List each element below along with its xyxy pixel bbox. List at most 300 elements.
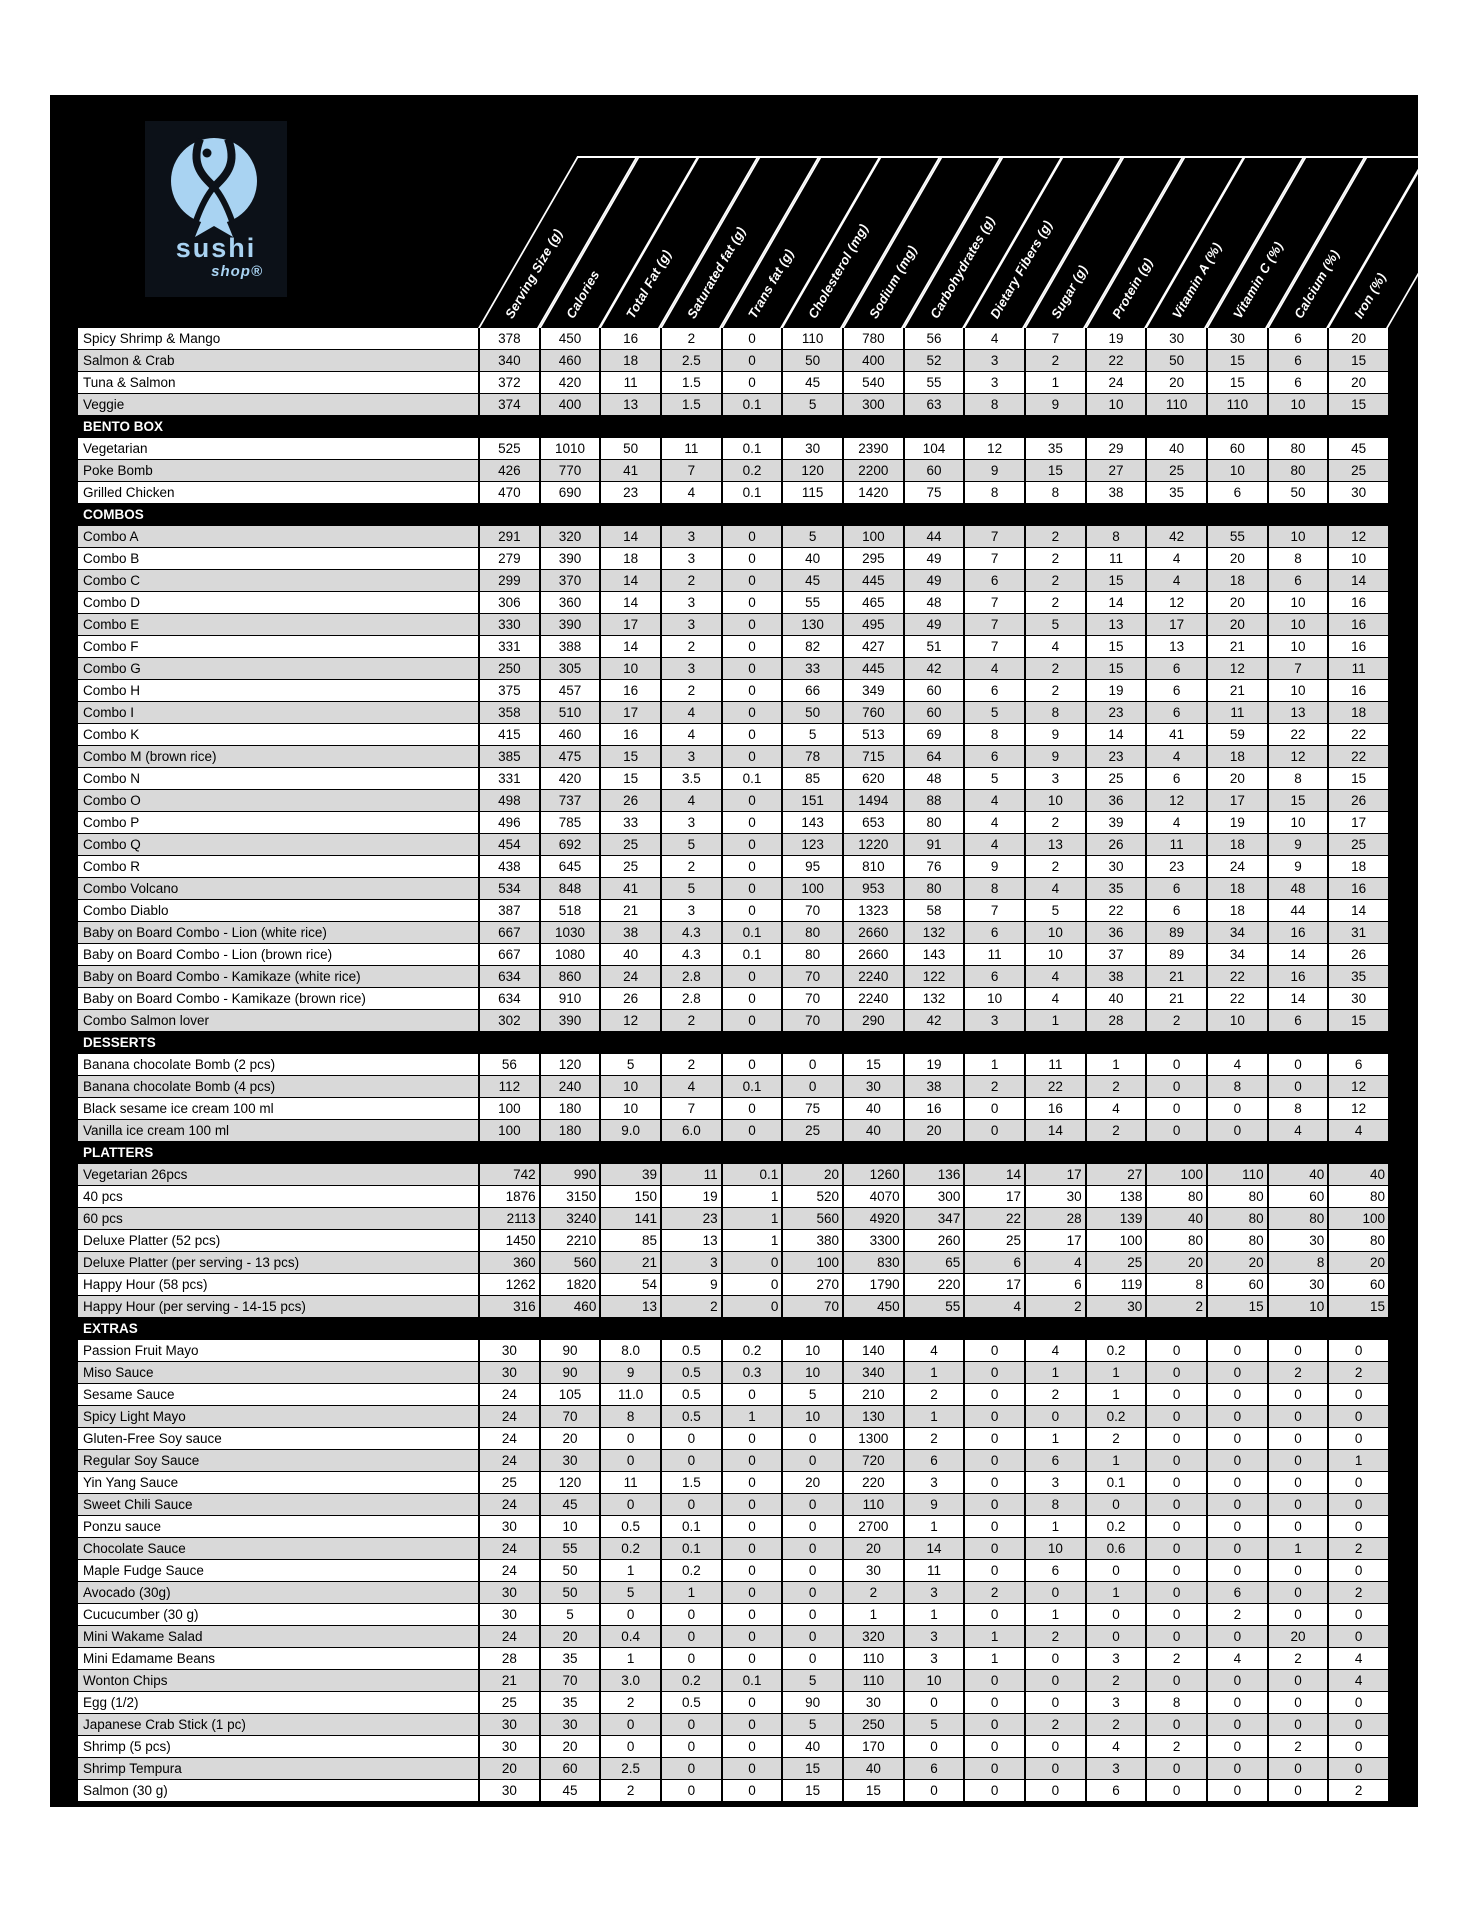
value-cell: 653	[842, 812, 903, 833]
table-row	[78, 1164, 1388, 1186]
value-cell: 0.5	[660, 1406, 721, 1427]
value-cell: 0	[721, 1626, 782, 1647]
value-cell: 40	[842, 1758, 903, 1779]
value-cell: 0	[660, 1758, 721, 1779]
value-cell: 0	[721, 812, 782, 833]
value-cell: 513	[842, 724, 903, 745]
value-cell: 0	[721, 1736, 782, 1757]
table-row	[78, 900, 1388, 922]
value-cell: 220	[842, 1472, 903, 1493]
value-cell: 0	[599, 1494, 660, 1515]
value-cell: 4	[1024, 988, 1085, 1009]
value-cell: 25	[1085, 1252, 1146, 1273]
value-cell: 3	[1085, 1648, 1146, 1669]
table-row	[78, 1208, 1388, 1230]
value-cell: 7	[963, 526, 1024, 547]
value-cell: 139	[1085, 1208, 1146, 1229]
item-name: Poke Bomb	[83, 463, 153, 478]
value-cell: 1	[1024, 1516, 1085, 1537]
value-cell: 0	[963, 1098, 1024, 1119]
value-cell: 100	[842, 526, 903, 547]
value-cell: 80	[1206, 1186, 1267, 1207]
table-row	[78, 702, 1388, 724]
value-cell: 30	[1085, 1296, 1146, 1317]
value-cell: 25	[781, 1120, 842, 1141]
value-cell: 20	[539, 1736, 600, 1757]
value-cell: 23	[1085, 702, 1146, 723]
value-cell: 15	[1206, 372, 1267, 393]
value-cell: 8.0	[599, 1340, 660, 1361]
value-cell: 460	[539, 724, 600, 745]
value-cell: 20	[1206, 1252, 1267, 1273]
value-cell: 42	[1145, 526, 1206, 547]
value-cell: 0	[1206, 1560, 1267, 1581]
value-cell: 42	[903, 658, 964, 679]
value-cell: 34	[1206, 922, 1267, 943]
value-cell: 0	[1327, 1406, 1388, 1427]
value-cell: 70	[781, 1296, 842, 1317]
value-cell: 3	[1085, 1758, 1146, 1779]
value-cell: 3	[660, 746, 721, 767]
value-cell: 26	[1327, 944, 1388, 965]
value-cell: 15	[1206, 350, 1267, 371]
value-cell: 1	[721, 1186, 782, 1207]
value-cell: 0	[721, 702, 782, 723]
value-cell: 6	[963, 922, 1024, 943]
value-cell: 40	[1145, 1208, 1206, 1229]
value-cell: 3.0	[599, 1670, 660, 1691]
value-cell: 2	[1024, 856, 1085, 877]
value-cell: 16	[1267, 966, 1328, 987]
item-name: Chocolate Sauce	[83, 1541, 186, 1556]
value-cell: 90	[781, 1692, 842, 1713]
value-cell: 2	[660, 1296, 721, 1317]
value-cell: 150	[599, 1186, 660, 1207]
item-name: Banana chocolate Bomb (4 pcs)	[83, 1079, 276, 1094]
value-cell: 290	[842, 1010, 903, 1031]
value-cell: 3	[903, 1582, 964, 1603]
value-cell: 0	[781, 1428, 842, 1449]
value-cell: 18	[599, 548, 660, 569]
value-cell: 30	[1085, 856, 1146, 877]
value-cell: 6	[1085, 1780, 1146, 1801]
value-cell: 6	[1206, 1582, 1267, 1603]
value-cell: 80	[1267, 1208, 1328, 1229]
value-cell: 151	[781, 790, 842, 811]
value-cell: 15	[599, 746, 660, 767]
value-cell: 1	[1024, 1362, 1085, 1383]
value-cell: 0	[1267, 1076, 1328, 1097]
value-cell: 0	[1327, 1758, 1388, 1779]
value-cell: 10	[1085, 394, 1146, 415]
value-cell: 0	[1024, 1670, 1085, 1691]
value-cell: 1323	[842, 900, 903, 921]
value-cell: 9	[963, 460, 1024, 481]
value-cell: 6.0	[660, 1120, 721, 1141]
value-cell: 390	[539, 1010, 600, 1031]
value-cell: 18	[1206, 570, 1267, 591]
value-cell: 2	[1145, 1010, 1206, 1031]
value-cell: 15	[1327, 350, 1388, 371]
item-name: Baby on Board Combo - Kamikaze (brown rice)	[83, 991, 366, 1006]
value-cell: 11	[1206, 702, 1267, 723]
value-cell: 0	[1145, 1582, 1206, 1603]
value-cell: 2	[660, 1010, 721, 1031]
value-cell: 104	[903, 438, 964, 459]
value-cell: 7	[1024, 328, 1085, 349]
value-cell: 30	[1327, 988, 1388, 1009]
item-name: Baby on Board Combo - Lion (white rice)	[83, 925, 327, 940]
value-cell: 10	[1267, 394, 1328, 415]
value-cell: 667	[478, 944, 539, 965]
value-cell: 3	[660, 812, 721, 833]
value-cell: 0.6	[1085, 1538, 1146, 1559]
value-cell: 4	[1327, 1120, 1388, 1141]
value-cell: 1	[1085, 1450, 1146, 1471]
value-cell: 0	[721, 526, 782, 547]
value-cell: 14	[1267, 988, 1328, 1009]
value-cell: 8	[1267, 768, 1328, 789]
table-row	[78, 988, 1388, 1010]
value-cell: 80	[1327, 1186, 1388, 1207]
value-cell: 2.8	[660, 988, 721, 1009]
value-cell: 2	[1267, 1736, 1328, 1757]
value-cell: 0	[599, 1604, 660, 1625]
item-name: Vegetarian	[83, 441, 148, 456]
value-cell: 45	[539, 1780, 600, 1801]
value-cell: 1.5	[660, 1472, 721, 1493]
value-cell: 10	[1267, 680, 1328, 701]
value-cell: 14	[903, 1538, 964, 1559]
value-cell: 0.1	[721, 394, 782, 415]
value-cell: 36	[1085, 790, 1146, 811]
value-cell: 49	[903, 570, 964, 591]
item-name: Tuna & Salmon	[83, 375, 176, 390]
value-cell: 91	[903, 834, 964, 855]
value-cell: 1260	[842, 1164, 903, 1185]
value-cell: 0	[660, 1450, 721, 1471]
value-cell: 15	[1327, 1296, 1388, 1317]
table-row	[78, 1692, 1388, 1714]
value-cell: 39	[1085, 812, 1146, 833]
value-cell: 1	[1085, 1384, 1146, 1405]
value-cell: 45	[781, 570, 842, 591]
value-cell: 1	[721, 1406, 782, 1427]
value-cell: 21	[599, 1252, 660, 1273]
value-cell: 340	[842, 1362, 903, 1383]
value-cell: 2	[1327, 1362, 1388, 1383]
value-cell: 2	[660, 856, 721, 877]
value-cell: 2	[963, 1582, 1024, 1603]
value-cell: 19	[660, 1186, 721, 1207]
value-cell: 40	[1145, 438, 1206, 459]
table-row	[78, 1494, 1388, 1516]
value-cell: 0	[1206, 1538, 1267, 1559]
value-cell: 0	[660, 1780, 721, 1801]
value-cell: 8	[1267, 1252, 1328, 1273]
value-cell: 75	[903, 482, 964, 503]
sushi-shop-logo	[145, 121, 287, 297]
table-row	[78, 1274, 1388, 1296]
value-cell: 4920	[842, 1208, 903, 1229]
value-cell: 0	[781, 1054, 842, 1075]
value-cell: 16	[1327, 680, 1388, 701]
value-cell: 210	[842, 1384, 903, 1405]
value-cell: 0	[781, 1450, 842, 1471]
value-cell: 15	[1327, 394, 1388, 415]
value-cell: 534	[478, 878, 539, 899]
value-cell: 90	[539, 1340, 600, 1361]
table-row	[78, 614, 1388, 636]
value-cell: 10	[1267, 636, 1328, 657]
table-row	[78, 1098, 1388, 1120]
value-cell: 0.4	[599, 1626, 660, 1647]
value-cell: 0	[1145, 1780, 1206, 1801]
value-cell: 1450	[478, 1230, 539, 1251]
value-cell: 0.5	[660, 1340, 721, 1361]
value-cell: 85	[781, 768, 842, 789]
value-cell: 9	[1024, 746, 1085, 767]
value-cell: 420	[539, 768, 600, 789]
value-cell: 6	[1267, 570, 1328, 591]
value-cell: 4	[1145, 812, 1206, 833]
value-cell: 16	[1024, 1098, 1085, 1119]
value-cell: 59	[1206, 724, 1267, 745]
value-cell: 69	[903, 724, 964, 745]
value-cell: 0	[1327, 1340, 1388, 1361]
value-cell: 0	[963, 1604, 1024, 1625]
value-cell: 2	[1024, 1384, 1085, 1405]
value-cell: 12	[1327, 526, 1388, 547]
value-cell: 0.1	[660, 1538, 721, 1559]
value-cell: 9	[1267, 834, 1328, 855]
value-cell: 6	[1267, 1010, 1328, 1031]
value-cell: 0	[1206, 1450, 1267, 1471]
value-cell: 372	[478, 372, 539, 393]
value-cell: 50	[539, 1560, 600, 1581]
value-cell: 75	[781, 1098, 842, 1119]
value-cell: 4	[1145, 746, 1206, 767]
value-cell: 115	[781, 482, 842, 503]
value-cell: 0	[721, 1252, 782, 1273]
column-header-label: Protein (g)	[1108, 255, 1156, 321]
value-cell: 4	[660, 1076, 721, 1097]
value-cell: 12	[1145, 790, 1206, 811]
value-cell: 0	[599, 1450, 660, 1471]
value-cell: 0.1	[721, 1076, 782, 1097]
table-row	[78, 438, 1388, 460]
value-cell: 15	[1085, 658, 1146, 679]
value-cell: 30	[478, 1362, 539, 1383]
value-cell: 42	[903, 1010, 964, 1031]
value-cell: 0	[721, 372, 782, 393]
value-cell: 0	[1145, 1428, 1206, 1449]
value-cell: 63	[903, 394, 964, 415]
value-cell: 0	[1327, 1714, 1388, 1735]
item-name: Deluxe Platter (per serving - 13 pcs)	[83, 1255, 300, 1270]
value-cell: 14	[1267, 944, 1328, 965]
value-cell: 15	[1085, 636, 1146, 657]
value-cell: 18	[1206, 746, 1267, 767]
value-cell: 0	[1327, 1736, 1388, 1757]
value-cell: 0	[1267, 1670, 1328, 1691]
value-cell: 0	[660, 1714, 721, 1735]
item-name: Combo K	[83, 727, 140, 742]
value-cell: 0	[781, 1648, 842, 1669]
value-cell: 0	[721, 1428, 782, 1449]
value-cell: 60	[903, 680, 964, 701]
item-name: Combo N	[83, 771, 141, 786]
value-cell: 25	[1145, 460, 1206, 481]
value-cell: 180	[539, 1120, 600, 1141]
value-cell: 55	[539, 1538, 600, 1559]
value-cell: 3	[903, 1648, 964, 1669]
item-name: Shrimp Tempura	[83, 1761, 182, 1776]
value-cell: 14	[1327, 900, 1388, 921]
value-cell: 3	[660, 592, 721, 613]
value-cell: 291	[478, 526, 539, 547]
value-cell: 2	[1024, 592, 1085, 613]
value-cell: 0	[1145, 1494, 1206, 1515]
value-cell: 18	[1206, 878, 1267, 899]
value-cell: 2	[1267, 1648, 1328, 1669]
value-cell: 60	[1327, 1274, 1388, 1295]
nutrition-sheet	[50, 95, 1418, 1807]
value-cell: 4	[1024, 1340, 1085, 1361]
item-name: Grilled Chicken	[83, 485, 175, 500]
value-cell: 14	[599, 526, 660, 547]
value-cell: 30	[1327, 482, 1388, 503]
value-cell: 0	[963, 1758, 1024, 1779]
table-row	[78, 1120, 1388, 1142]
item-name: Salmon (30 g)	[83, 1783, 168, 1798]
value-cell: 0	[963, 1516, 1024, 1537]
value-cell: 426	[478, 460, 539, 481]
value-cell: 0	[1145, 1054, 1206, 1075]
value-cell: 0	[1267, 1494, 1328, 1515]
value-cell: 2	[660, 328, 721, 349]
value-cell: 20	[1206, 768, 1267, 789]
value-cell: 22	[963, 1208, 1024, 1229]
value-cell: 0	[963, 1670, 1024, 1691]
value-cell: 518	[539, 900, 600, 921]
value-cell: 415	[478, 724, 539, 745]
value-cell: 1	[1024, 1428, 1085, 1449]
table-row	[78, 1670, 1388, 1692]
value-cell: 16	[1267, 922, 1328, 943]
value-cell: 30	[1145, 328, 1206, 349]
value-cell: 250	[842, 1714, 903, 1735]
value-cell: 692	[539, 834, 600, 855]
value-cell: 4	[963, 834, 1024, 855]
value-cell: 0	[1327, 1472, 1388, 1493]
value-cell: 38	[599, 922, 660, 943]
value-cell: 9	[1024, 394, 1085, 415]
value-cell: 140	[842, 1340, 903, 1361]
value-cell: 0	[1145, 1516, 1206, 1537]
value-cell: 0	[721, 1582, 782, 1603]
value-cell: 495	[842, 614, 903, 635]
value-cell: 0	[1267, 1758, 1328, 1779]
value-cell: 17	[1024, 1164, 1085, 1185]
value-cell: 12	[1145, 592, 1206, 613]
value-cell: 0.2	[1085, 1340, 1146, 1361]
value-cell: 0	[1206, 1670, 1267, 1691]
item-name: Happy Hour (58 pcs)	[83, 1277, 208, 1292]
value-cell: 80	[1145, 1186, 1206, 1207]
column-header	[1206, 156, 1286, 328]
value-cell: 0	[721, 328, 782, 349]
value-cell: 990	[539, 1164, 600, 1185]
value-cell: 2	[1085, 1120, 1146, 1141]
table-row	[78, 526, 1388, 548]
value-cell: 0	[1327, 1604, 1388, 1625]
value-cell: 82	[781, 636, 842, 657]
value-cell: 40	[781, 548, 842, 569]
value-cell: 6	[1267, 328, 1328, 349]
item-name: Combo C	[83, 573, 141, 588]
value-cell: 0	[1206, 1780, 1267, 1801]
value-cell: 20	[1267, 1626, 1328, 1647]
value-cell: 340	[478, 350, 539, 371]
value-cell: 20	[781, 1472, 842, 1493]
item-name: Deluxe Platter (52 pcs)	[83, 1233, 221, 1248]
value-cell: 119	[1085, 1274, 1146, 1295]
value-cell: 15	[842, 1780, 903, 1801]
item-name: Cucucumber (30 g)	[83, 1607, 199, 1622]
column-header	[903, 156, 998, 328]
value-cell: 0	[1267, 1340, 1328, 1361]
item-name: Combo H	[83, 683, 141, 698]
value-cell: 2	[660, 636, 721, 657]
value-cell: 78	[781, 746, 842, 767]
value-cell: 0	[721, 548, 782, 569]
value-cell: 36	[1085, 922, 1146, 943]
item-name: Passion Fruit Mayo	[83, 1343, 199, 1358]
column-header-label: Dietary Fibers (g)	[987, 217, 1056, 321]
table-row	[78, 680, 1388, 702]
table-row	[78, 1428, 1388, 1450]
value-cell: 24	[478, 1406, 539, 1427]
value-cell: 17	[963, 1274, 1024, 1295]
value-cell: 0	[1024, 1780, 1085, 1801]
value-cell: 4	[1085, 1098, 1146, 1119]
value-cell: 2	[963, 1076, 1024, 1097]
value-cell: 0	[721, 1516, 782, 1537]
value-cell: 3	[963, 372, 1024, 393]
value-cell: 16	[599, 724, 660, 745]
value-cell: 0	[721, 592, 782, 613]
value-cell: 5	[963, 702, 1024, 723]
item-name: Yin Yang Sauce	[83, 1475, 179, 1490]
value-cell: 7	[660, 1098, 721, 1119]
table-row	[78, 1340, 1388, 1362]
value-cell: 810	[842, 856, 903, 877]
value-cell: 1	[1267, 1538, 1328, 1559]
section-header-label: DESSERTS	[83, 1035, 156, 1050]
value-cell: 4	[963, 1296, 1024, 1317]
column-header	[1145, 156, 1225, 328]
value-cell: 30	[842, 1076, 903, 1097]
value-cell: 3	[1085, 1692, 1146, 1713]
value-cell: 18	[1206, 900, 1267, 921]
value-cell: 387	[478, 900, 539, 921]
section-header-label: PLATTERS	[83, 1145, 154, 1160]
value-cell: 11	[599, 1472, 660, 1493]
value-cell: 64	[903, 746, 964, 767]
value-cell: 20	[478, 1758, 539, 1779]
value-cell: 0	[721, 570, 782, 591]
